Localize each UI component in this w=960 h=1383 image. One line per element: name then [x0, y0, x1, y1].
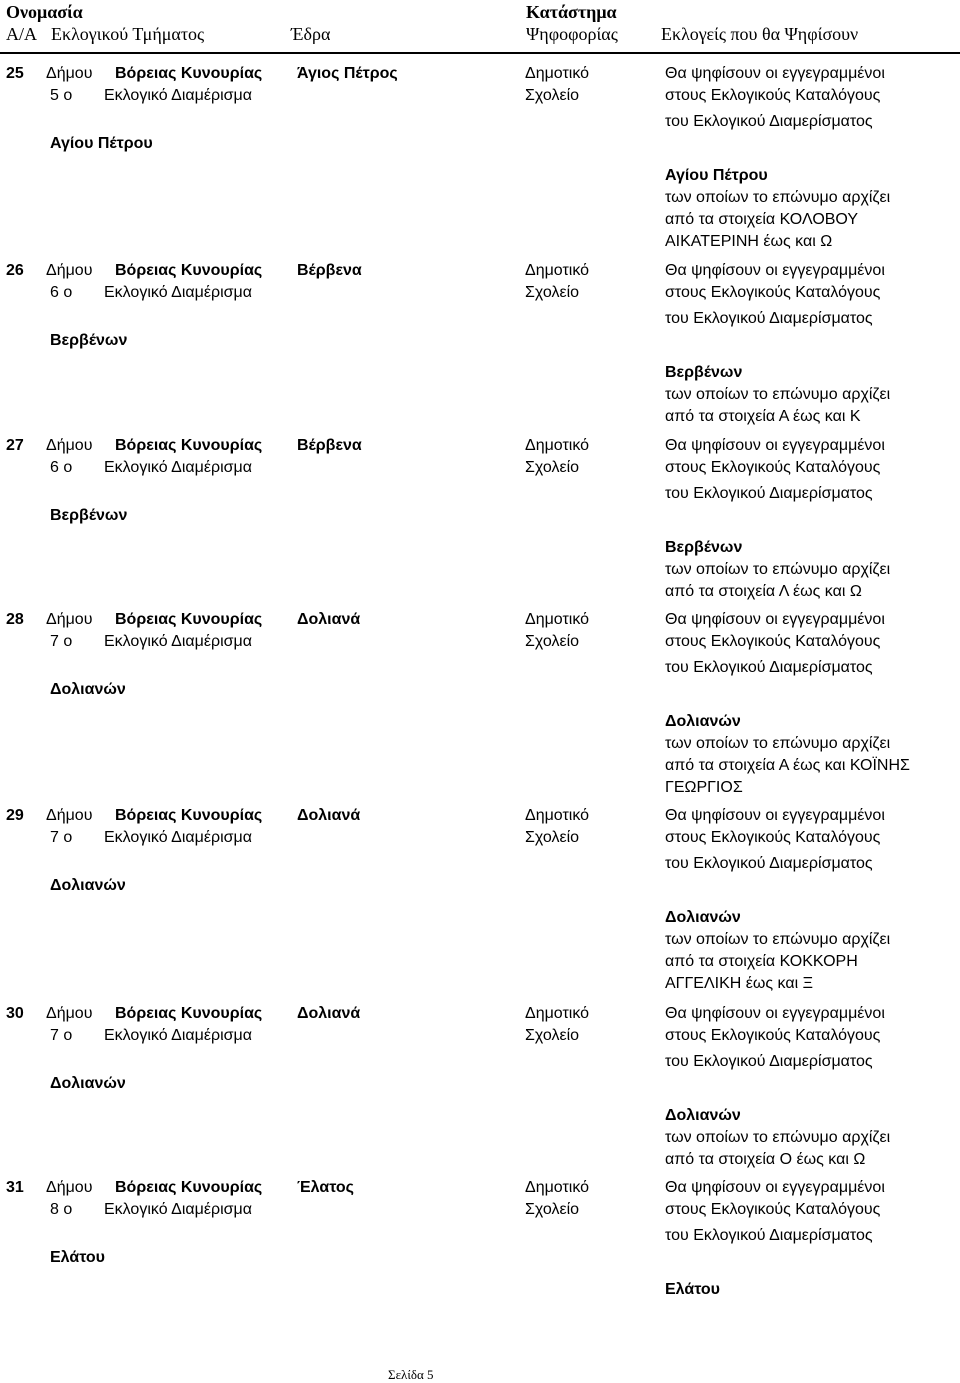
row-store2: Σχολείο: [525, 633, 580, 650]
row-district: Εκλογικό Διαμέρισμα: [104, 1027, 252, 1044]
row-seat: Δολιανά: [297, 1005, 361, 1022]
row-voters-name: Ελάτου: [665, 1281, 720, 1298]
row-district-no: 6 ο: [50, 284, 73, 301]
row-store1: Δημοτικό: [525, 262, 590, 279]
row-store1: Δημοτικό: [525, 807, 590, 824]
row-voters2: στους Εκλογικούς Καταλόγους: [665, 633, 881, 650]
row-store1: Δημοτικό: [525, 1005, 590, 1022]
row-store1: Δημοτικό: [525, 65, 590, 82]
row-store1: Δημοτικό: [525, 611, 590, 628]
row-store1: Δημοτικό: [525, 437, 590, 454]
row-voters1: Θα ψηφίσουν οι εγγεγραμμένοι: [665, 262, 885, 279]
row-voters5: από τα στοιχεία Ο έως και Ω: [665, 1151, 866, 1168]
row-district-no: 7 ο: [50, 633, 73, 650]
row-district-name: Βερβένων: [50, 507, 128, 524]
row-voters6: ΑΙΚΑΤΕΡΙΝΗ έως και Ω: [665, 233, 833, 250]
row-voters4: των οποίων το επώνυμο αρχίζει: [665, 1129, 891, 1146]
row-voters2: στους Εκλογικούς Καταλόγους: [665, 1027, 881, 1044]
row-store2: Σχολείο: [525, 829, 580, 846]
row-municipality: Δήμου: [46, 1005, 93, 1022]
row-voters3: του Εκλογικού Διαμερίσματος: [665, 855, 873, 872]
row-voters3: του Εκλογικού Διαμερίσματος: [665, 659, 873, 676]
row-seat: Δολιανά: [297, 807, 361, 824]
row-district-no: 6 ο: [50, 459, 73, 476]
row-num: 27: [6, 437, 24, 454]
row-north: Βόρειας Κυνουρίας: [115, 437, 263, 454]
row-voters-name: Βερβένων: [665, 364, 743, 381]
row-store1: Δημοτικό: [525, 1179, 590, 1196]
row-municipality: Δήμου: [46, 262, 93, 279]
row-north: Βόρειας Κυνουρίας: [115, 807, 263, 824]
row-north: Βόρειας Κυνουρίας: [115, 1005, 263, 1022]
row-voters5: από τα στοιχεία Α έως και Κ: [665, 408, 861, 425]
header-section: Εκλογικού Τμήματος: [51, 24, 205, 44]
row-district-name: Δολιανών: [50, 681, 126, 698]
row-municipality: Δήμου: [46, 611, 93, 628]
row-voters2: στους Εκλογικούς Καταλόγους: [665, 459, 881, 476]
row-district-name: Δολιανών: [50, 1075, 126, 1092]
row-district-name: Δολιανών: [50, 877, 126, 894]
row-district-name: Ελάτου: [50, 1249, 105, 1266]
header-voting: Ψηφοφορίας: [526, 24, 618, 44]
row-voters2: στους Εκλογικούς Καταλόγους: [665, 1201, 881, 1218]
row-voters-name: Δολιανών: [665, 713, 741, 730]
row-voters-name: Δολιανών: [665, 909, 741, 926]
row-num: 31: [6, 1179, 24, 1196]
row-voters6: ΓΕΩΡΓΙΟΣ: [665, 779, 743, 796]
header-name-label: Ονομασία: [6, 2, 83, 22]
row-north: Βόρειας Κυνουρίας: [115, 262, 263, 279]
row-voters1: Θα ψηφίσουν οι εγγεγραμμένοι: [665, 807, 885, 824]
row-municipality: Δήμου: [46, 807, 93, 824]
row-north: Βόρειας Κυνουρίας: [115, 1179, 263, 1196]
row-seat: Δολιανά: [297, 611, 361, 628]
row-district: Εκλογικό Διαμέρισμα: [104, 284, 252, 301]
row-municipality: Δήμου: [46, 437, 93, 454]
row-seat: Άγιος Πέτρος: [297, 65, 398, 82]
row-voters2: στους Εκλογικούς Καταλόγους: [665, 829, 881, 846]
row-voters5: από τα στοιχεία Λ έως και Ω: [665, 583, 862, 600]
row-num: 30: [6, 1005, 24, 1022]
row-voters2: στους Εκλογικούς Καταλόγους: [665, 284, 881, 301]
row-voters4: των οποίων το επώνυμο αρχίζει: [665, 561, 891, 578]
row-seat: Βέρβενα: [297, 437, 362, 454]
row-seat: Έλατος: [297, 1179, 354, 1196]
row-voters4: των οποίων το επώνυμο αρχίζει: [665, 189, 891, 206]
row-voters1: Θα ψηφίσουν οι εγγεγραμμένοι: [665, 611, 885, 628]
row-voters5: από τα στοιχεία ΚΟΚΚΟΡΗ: [665, 953, 858, 970]
row-district: Εκλογικό Διαμέρισμα: [104, 87, 252, 104]
row-voters3: του Εκλογικού Διαμερίσματος: [665, 1053, 873, 1070]
row-voters-name: Βερβένων: [665, 539, 743, 556]
row-num: 29: [6, 807, 24, 824]
row-district-name: Αγίου Πέτρου: [50, 135, 153, 152]
row-voters-name: Δολιανών: [665, 1107, 741, 1124]
row-municipality: Δήμου: [46, 65, 93, 82]
row-district: Εκλογικό Διαμέρισμα: [104, 829, 252, 846]
row-district-no: 8 ο: [50, 1201, 73, 1218]
row-store2: Σχολείο: [525, 87, 580, 104]
row-voters1: Θα ψηφίσουν οι εγγεγραμμένοι: [665, 1005, 885, 1022]
row-voters4: των οποίων το επώνυμο αρχίζει: [665, 931, 891, 948]
header-aa: Α/Α: [6, 24, 37, 44]
row-voters3: του Εκλογικού Διαμερίσματος: [665, 1227, 873, 1244]
row-num: 28: [6, 611, 24, 628]
row-district-no: 7 ο: [50, 829, 73, 846]
row-voters1: Θα ψηφίσουν οι εγγεγραμμένοι: [665, 65, 885, 82]
header-elections: Εκλογείς που θα Ψηφίσουν: [661, 24, 859, 44]
table-header: [0, 0, 960, 54]
row-store2: Σχολείο: [525, 459, 580, 476]
header-store-label: Κατάστημα: [526, 2, 617, 22]
row-district-no: 7 ο: [50, 1027, 73, 1044]
row-seat: Βέρβενα: [297, 262, 362, 279]
row-store2: Σχολείο: [525, 1201, 580, 1218]
row-voters-name: Αγίου Πέτρου: [665, 167, 768, 184]
row-district-no: 5 ο: [50, 87, 73, 104]
row-num: 26: [6, 262, 24, 279]
row-voters2: στους Εκλογικούς Καταλόγους: [665, 87, 881, 104]
row-voters3: του Εκλογικού Διαμερίσματος: [665, 113, 873, 130]
row-voters1: Θα ψηφίσουν οι εγγεγραμμένοι: [665, 437, 885, 454]
row-voters4: των οποίων το επώνυμο αρχίζει: [665, 386, 891, 403]
row-north: Βόρειας Κυνουρίας: [115, 65, 263, 82]
row-north: Βόρειας Κυνουρίας: [115, 611, 263, 628]
row-voters3: του Εκλογικού Διαμερίσματος: [665, 485, 873, 502]
row-district-name: Βερβένων: [50, 332, 128, 349]
row-district: Εκλογικό Διαμέρισμα: [104, 1201, 252, 1218]
row-voters6: ΑΓΓΕΛΙΚΗ έως και Ξ: [665, 975, 814, 992]
page-footer: Σελίδα 5: [388, 1367, 434, 1382]
row-voters1: Θα ψηφίσουν οι εγγεγραμμένοι: [665, 1179, 885, 1196]
row-voters5: από τα στοιχεία Α έως και ΚΟΪΝΗΣ: [665, 757, 910, 774]
row-store2: Σχολείο: [525, 1027, 580, 1044]
row-voters5: από τα στοιχεία ΚΟΛΟΒΟΥ: [665, 211, 859, 228]
row-voters3: του Εκλογικού Διαμερίσματος: [665, 310, 873, 327]
header-seat: Έδρα: [291, 24, 331, 44]
row-district: Εκλογικό Διαμέρισμα: [104, 633, 252, 650]
row-municipality: Δήμου: [46, 1179, 93, 1196]
row-voters4: των οποίων το επώνυμο αρχίζει: [665, 735, 891, 752]
row-store2: Σχολείο: [525, 284, 580, 301]
row-num: 25: [6, 65, 24, 82]
row-district: Εκλογικό Διαμέρισμα: [104, 459, 252, 476]
